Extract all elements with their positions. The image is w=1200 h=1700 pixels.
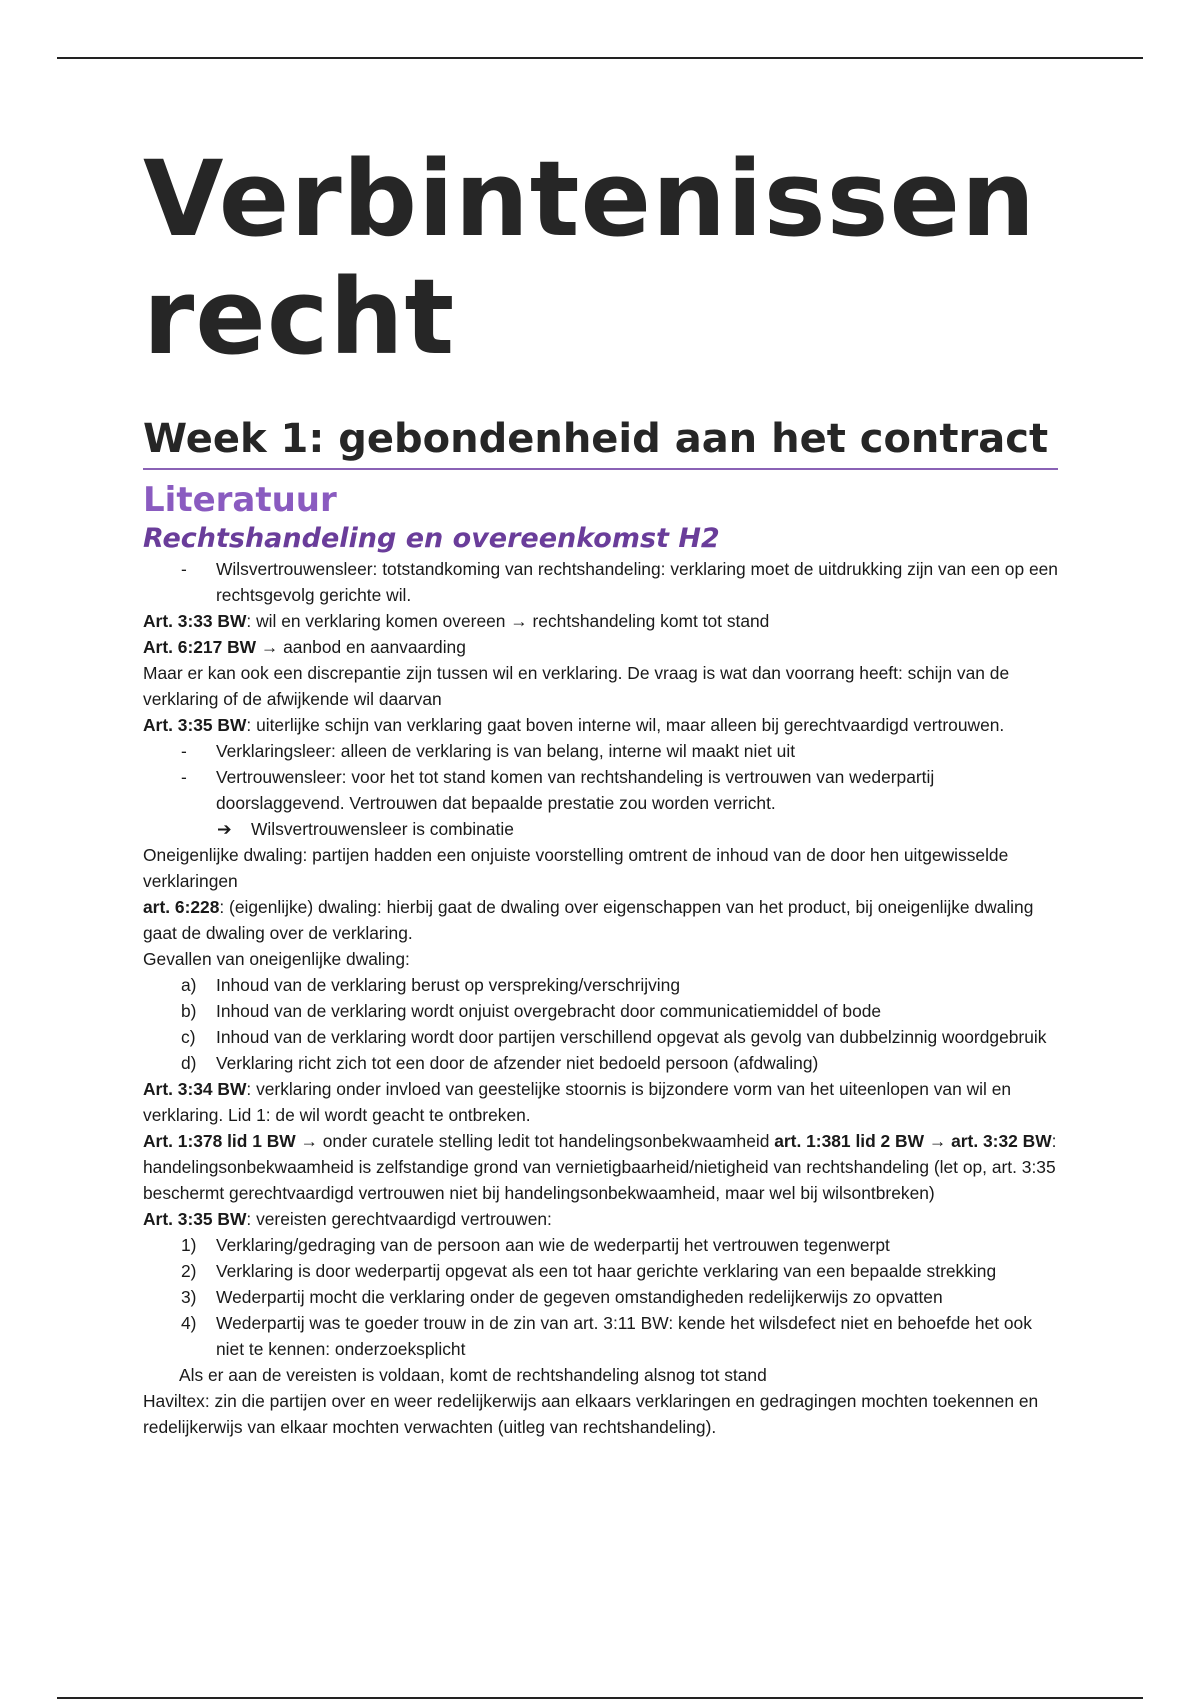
- paragraph: Oneigenlijke dwaling: partijen hadden een onjuiste voorstelling omtrent de inhoud van de door hen uitgewisselde verklaringen: [143, 845, 1009, 891]
- list-item: a) Inhoud van de verklaring berust op verspreking/verschrijving: [181, 975, 680, 995]
- bullet-item: - Wilsvertrouwensleer: totstandkoming van rechtshandeling: verklaring moet de uitdrukking zijn van een op een rechtsgevolg gerichte wil.: [143, 556, 1058, 608]
- paragraph: Als er aan de vereisten is voldaan, komt de rechtshandeling alsnog tot stand: [179, 1365, 767, 1385]
- arrow-item: ➔ Wilsvertrouwensleer is combinatie: [143, 816, 1058, 842]
- paragraph: Haviltex: zin die partijen over en weer redelijkerwijs aan elkaars verklaringen en gedragingen mochten toekennen en redelijkerwijs van elkaar mochten verwachten (uitleg van rechtshandeling).: [143, 1391, 1039, 1437]
- list-item: 1) Verklaring/gedraging van de persoon aan wie de wederpartij het vertrouwen tegenwerpt: [181, 1235, 890, 1255]
- list-item: 4) Wederpartij was te goeder trouw in de zin van art. 3:11 BW: kende het wilsdefect niet en behoefde het ook niet te kennen: onderzoeksplicht: [181, 1313, 1032, 1359]
- section-heading: Literatuur: [143, 480, 337, 520]
- dash-bullet-icon: -: [181, 767, 187, 787]
- list-item: b) Inhoud van de verklaring wordt onjuist overgebracht door communicatiemiddel of bode: [181, 1001, 882, 1021]
- bottom-rule: [57, 1697, 1143, 1699]
- bullet-item: - Verklaringsleer: alleen de verklaring is van belang, interne wil maakt niet uit: [143, 738, 1058, 764]
- paragraph: Art. 3:35 BW: uiterlijke schijn van verklaring gaat boven interne wil, maar alleen bij gerechtvaardigd vertrouwen.: [143, 715, 1005, 735]
- paragraph: Gevallen van oneigenlijke dwaling:: [143, 949, 410, 969]
- document-title: Verbintenissenrecht: [143, 138, 1037, 378]
- paragraph: Art. 1:378 lid 1 BW → onder curatele stelling ledit tot handelingsonbekwaamheid art. 1:381 lid 2 BW → art. 3:32 BW: handelingsonbekwaamheid is zelfstandige grond van vernietigbaarheid/nietigheid van rechtshandeling (let op, art. 3:35 beschermt gerechtvaardigd vertrouwen niet bij handelingsonbekwaamheid, maar wel bij wilsontbreken): [143, 1131, 1057, 1203]
- paragraph: art. 6:228: (eigenlijke) dwaling: hierbij gaat de dwaling over eigenschappen van het product, bij oneigenlijke dwaling gaat de dwaling over de verklaring.: [143, 897, 1034, 943]
- document-body: [143, 556, 1058, 1440]
- list-item: c) Inhoud van de verklaring wordt door partijen verschillend opgevat als gevolg van dubbelzinnig woordgebruik: [181, 1027, 1047, 1047]
- paragraph: Art. 3:35 BW: vereisten gerechtvaardigd vertrouwen:: [143, 1209, 552, 1229]
- paragraph: Art. 3:33 BW: wil en verklaring komen overeen → rechtshandeling komt tot stand: [143, 611, 770, 631]
- paragraph: Art. 3:34 BW: verklaring onder invloed van geestelijke stoornis is bijzondere vorm van het uiteenlopen van wil en verklaring. Lid 1: de wil wordt geacht te ontbreken.: [143, 1079, 1012, 1125]
- list-item: d) Verklaring richt zich tot een door de afzender niet bedoeld persoon (afdwaling): [181, 1053, 819, 1073]
- dash-bullet-icon: -: [181, 741, 187, 761]
- list-item: 3) Wederpartij mocht die verklaring onder de gegeven omstandigheden redelijkerwijs zo opvatten: [181, 1287, 943, 1307]
- top-rule: [57, 57, 1143, 59]
- arrow-right-icon: ➔: [217, 819, 232, 839]
- dash-bullet-icon: -: [181, 559, 187, 579]
- subsection-heading: Rechtshandeling en overeenkomst H2: [143, 523, 720, 554]
- paragraph: Maar er kan ook een discrepantie zijn tussen wil en verklaring. De vraag is wat dan voorrang heeft: schijn van de verklaring of de afwijkende wil daarvan: [143, 663, 1010, 709]
- cases-list: [143, 972, 1058, 1076]
- paragraph: Art. 6:217 BW → aanbod en aanvaarding: [143, 637, 466, 657]
- document-page: [143, 140, 1058, 1440]
- bullet-item: - Vertrouwensleer: voor het tot stand komen van rechtshandeling is vertrouwen van wederpartij doorslaggevend. Vertrouwen dat bepaalde prestatie zou worden verricht.: [143, 764, 1058, 816]
- week-heading: Week 1: gebondenheid aan het contract: [143, 414, 1058, 470]
- requirements-list: [143, 1232, 1058, 1362]
- list-item: 2) Verklaring is door wederpartij opgevat als een tot haar gerichte verklaring van een bepaalde strekking: [181, 1261, 997, 1281]
